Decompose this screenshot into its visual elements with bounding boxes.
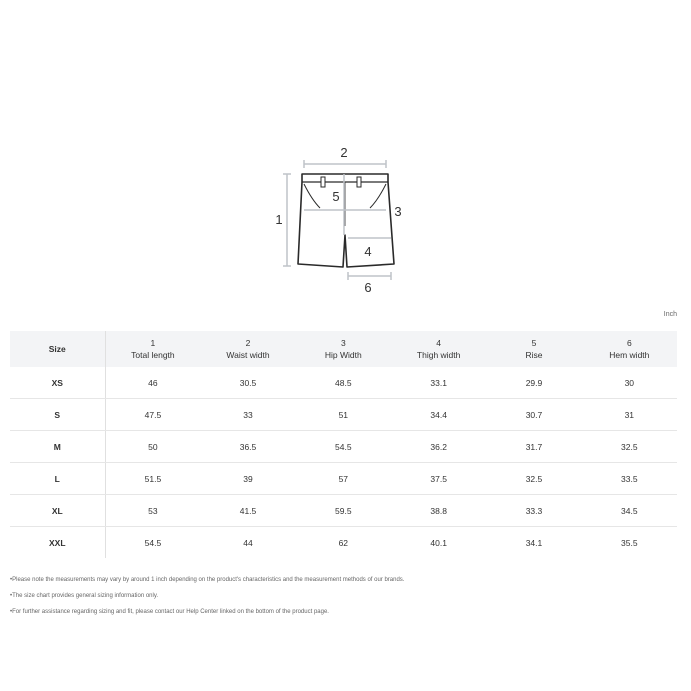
value-cell: 36.2 [391,431,486,463]
unit-label: Inch [663,311,677,318]
size-cell: XXL [10,527,105,559]
value-cell: 39 [200,463,295,495]
label-1: 1 [275,212,283,227]
value-cell: 57 [296,463,391,495]
value-cell: 33 [200,399,295,431]
header-num: 6 [626,338,632,348]
label-4: 4 [364,244,372,259]
value-cell: 59.5 [296,495,391,527]
value-cell: 50 [105,431,200,463]
size-cell: S [10,399,105,431]
value-cell: 40.1 [430,537,447,548]
header-size: Size [10,331,105,367]
note-item: • Please note the measurements may vary by around 1 inch depending on the product's characteristics and the measurement methods of our brands. [10,576,680,585]
header-num: 4 [436,338,442,348]
value-cell: 47.5 [105,399,200,431]
table-row [10,527,677,559]
note-item: • The size chart provides general sizing information only. [10,592,680,601]
shorts-measurement-diagram [270,140,420,300]
size-chart-table [10,331,677,558]
label-5: 5 [332,189,340,204]
value-cell: 51.5 [105,463,200,495]
size-cell: XS [10,367,105,399]
header-total-length [105,331,200,367]
value-cell: 51 [296,399,391,431]
value-cell: 54.5 [144,537,162,548]
table-row [10,399,677,431]
table-row [10,463,677,495]
header-num: 1 [150,338,156,348]
header-waist-width [200,331,295,367]
header-hem-width [582,331,677,367]
value-cell: 37.5 [391,463,486,495]
value-cell: 33.3 [486,495,581,527]
value-cell: 35.5 [621,537,638,548]
header-num: 2 [245,338,251,348]
value-cell: 31 [582,399,677,431]
size-cell: XL [10,495,105,527]
value-cell: 31.7 [486,431,581,463]
value-cell: 36.5 [200,431,295,463]
header-num: 5 [531,338,537,348]
label-2: 2 [340,145,348,160]
label-6: 6 [364,280,372,295]
header-num: 3 [340,338,346,348]
header-name: Waist width [226,350,270,360]
value-cell: 29.9 [486,367,581,399]
table-header-row [10,331,677,367]
value-cell: 34.1 [525,537,543,548]
header-name: Rise [525,350,543,360]
header-name: Hem width [609,350,650,360]
header-name: Total length [131,350,175,360]
shorts-illustration [270,140,420,300]
value-cell: 30.5 [200,367,295,399]
value-cell: 44 [243,537,253,548]
table-row [10,431,677,463]
value-cell: 46 [105,367,200,399]
size-cell: L [10,463,105,495]
table-row [10,367,677,399]
value-cell: 38.8 [391,495,486,527]
value-cell: 33.5 [582,463,677,495]
value-cell: 34.5 [582,495,677,527]
value-cell: 32.5 [582,431,677,463]
header-rise [486,331,581,367]
value-cell: 48.5 [296,367,391,399]
value-cell: 54.5 [296,431,391,463]
value-cell: 53 [105,495,200,527]
value-cell: 62 [338,537,349,548]
value-cell: 34.4 [391,399,486,431]
note-item: • For further assistance regarding sizing and fit, please contact our Help Center linked on the bottom of the product page. [10,608,680,617]
header-name: Thigh width [416,350,461,360]
value-cell: 30.7 [486,399,581,431]
table-row [10,495,677,527]
label-3: 3 [394,204,402,219]
value-cell: 41.5 [200,495,295,527]
size-notes [10,576,680,624]
header-name: Hip Width [324,350,362,360]
header-thigh-width [391,331,486,367]
size-cell: M [10,431,105,463]
value-cell: 33.1 [391,367,486,399]
header-hip-width [296,331,391,367]
value-cell: 30 [582,367,677,399]
value-cell: 32.5 [486,463,581,495]
